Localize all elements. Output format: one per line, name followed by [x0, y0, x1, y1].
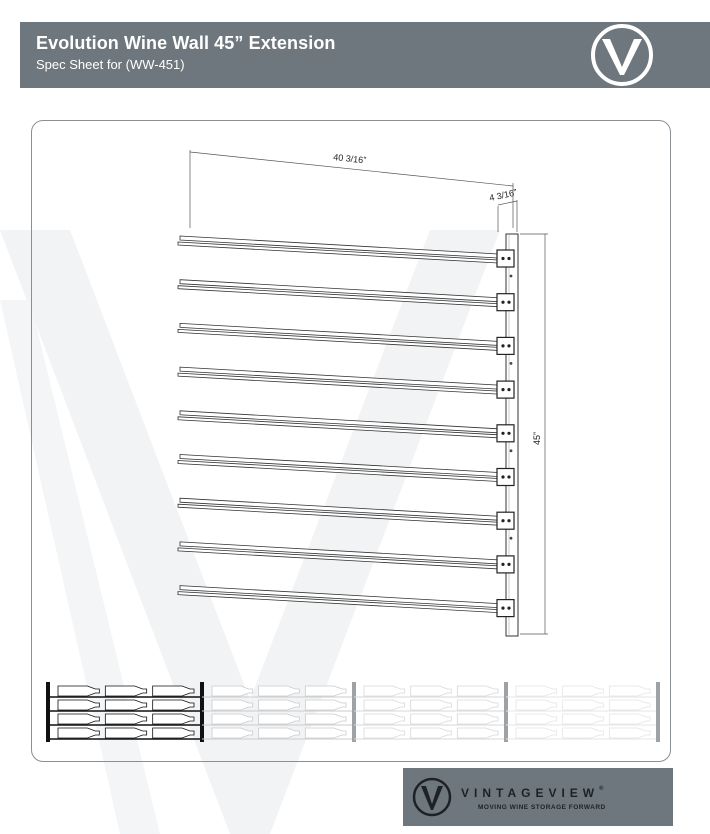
vintageview-v-logo-icon [411, 775, 453, 819]
brand-name [461, 786, 604, 800]
footer-brand-box [403, 768, 673, 826]
rack-row [178, 586, 514, 617]
rack-section [506, 682, 660, 742]
rack-section [202, 682, 356, 742]
page-title: Evolution Wine Wall 45” Extension [36, 33, 336, 53]
depth-label: 4 3/16ˮ [488, 187, 518, 203]
rack-configuration-strip [46, 682, 660, 742]
height-label: 45” [532, 431, 542, 445]
rack-row [178, 280, 514, 311]
page-subtitle: Spec Sheet for (WW-451) [36, 57, 185, 72]
width-label: 40 3/16ˮ [332, 152, 367, 166]
brand-text: VINTAGEVIEW [461, 786, 600, 800]
rack-row [178, 542, 514, 573]
rack-rows [178, 236, 514, 617]
rack-row [178, 498, 514, 539]
rack-row [178, 236, 514, 277]
rack-row [178, 323, 514, 364]
registered-mark: ® [599, 786, 604, 792]
rack-row [178, 367, 514, 398]
depth-dimension [498, 200, 517, 232]
rack-section [46, 682, 204, 742]
rack-section [354, 682, 508, 742]
rack-row [178, 455, 514, 486]
brand-tagline: MOVING WINE STORAGE FORWARD [478, 804, 606, 811]
rack-row [178, 411, 514, 452]
